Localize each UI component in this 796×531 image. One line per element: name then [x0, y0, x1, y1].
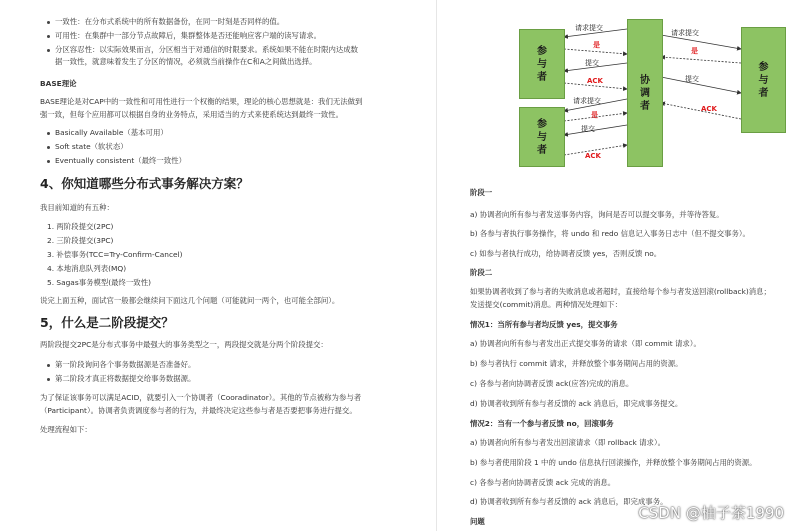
q5-para-line-1: 为了保证该事务可以满足ACID，就要引入一个协调者（Cooradinator）。其他的节点被称为参与者	[40, 393, 362, 402]
right-page	[437, 0, 796, 531]
q4-item: 4. 本地消息队列表(MQ)	[47, 264, 127, 273]
case1-item: b) 参与者执行 commit 请求，并释放整个事务期间占用的资源。	[470, 359, 683, 368]
phase1-item: a) 协调者向所有参与者发送事务内容，询问是否可以提交事务，并等待答复。	[470, 210, 724, 219]
q5-intro: 两阶段提交2PC是分布式事务中最强大的事务类型之一，两段提交就是分两个阶段提交：	[40, 340, 328, 349]
label-commit: 提交	[581, 125, 595, 133]
arrow-commit-r	[661, 77, 741, 93]
case2-item: a) 协调者向所有参与者发出回滚请求（即 rollback 请求）。	[470, 438, 666, 447]
case2-item: b) 参与者使用阶段 1 中的 undo 信息执行回滚操作，并释放整个事务期间占用的资源。	[470, 458, 757, 467]
q5-flow: 处理流程如下：	[40, 425, 92, 434]
q5-item: 第一阶段询问各个事务数据源是否准备好。	[55, 360, 196, 369]
two-phase-commit-diagram	[519, 7, 784, 167]
label-ack: ACK	[587, 77, 603, 85]
bullet-partition-cont: 据一致性，就意味着发生了分区的情况，必须就当前操作在C和A之间做出选择。	[55, 57, 317, 66]
base-para-line-1: BASE理论是对CAP中的一致性和可用性进行一个权衡的结果，理论的核心思想就是：我们无法做到	[40, 97, 363, 106]
bullet-partition: 分区容忍性：以实际效果而言，分区相当于对通信的时限要求。系统如果不能在时限内达成数	[55, 45, 359, 54]
bullet-availability: 可用性：在集群中一部分节点故障后，集群整体是否还能响应客户端的读写请求。	[55, 31, 322, 40]
base-item: Eventually consistent（最终一致性）	[55, 156, 187, 165]
label-ack: ACK	[585, 152, 601, 160]
phase1-item: b) 各参与者执行事务操作，将 undo 和 redo 信息记入事务日志中（但不提交事务）。	[470, 229, 750, 238]
label-request-commit: 请求提交	[573, 97, 601, 105]
q4-item: 5. Sagas事务模型(最终一致性)	[47, 278, 151, 287]
participant-node-left-2: 参 与 者	[519, 107, 565, 167]
participant-node-right: 参 与 者	[741, 27, 786, 133]
q4-outro: 说完上面五种，面试官一般都会继续问下面这几个问题（可能就问一两个，也可能全部问）。	[40, 296, 340, 305]
case1-item: c) 各参与者向协调者反馈 ack(应答)完成的消息。	[470, 379, 634, 388]
label-commit: 提交	[585, 59, 599, 67]
case2-item: d) 协调者收到所有参与者反馈的 ack 消息后，即完成事务。	[470, 497, 668, 506]
case2-heading: 情况2：当有一个参与者反馈 no，回滚事务	[470, 419, 614, 428]
q4-item: 1. 两阶段提交(2PC)	[47, 222, 114, 231]
case1-item: d) 协调者收到所有参与者反馈的 ack 消息后，即完成事务提交。	[470, 399, 683, 408]
phase2-para-line-1: 如果协调者收到了参与者的失败消息或者超时，直接给每个参与者发送回滚(rollback)消息；	[470, 287, 771, 296]
case2-item: c) 各参与者向协调者反馈 ack 完成的消息。	[470, 478, 616, 487]
q4-intro: 我目前知道的有五种：	[40, 203, 114, 212]
q4-item: 3. 补偿事务(TCC=Try-Confirm-Cancel)	[47, 250, 183, 259]
q4-item: 2. 三阶段提交(3PC)	[47, 236, 114, 245]
phase1-heading: 阶段一	[470, 188, 493, 197]
arrow-yes-r	[661, 57, 741, 63]
participant-node-left-1: 参 与 者	[519, 29, 565, 99]
label-request-commit: 请求提交	[575, 24, 603, 32]
phase1-item: c) 如参与者执行成功，给协调者反馈 yes，否则反馈 no。	[470, 249, 662, 258]
base-para-line-2: 强一致，但每个应用都可以根据自身的业务特点，采用适当的方式来使系统达到最终一致性。	[40, 110, 344, 119]
label-yes: 是	[593, 41, 600, 49]
label-commit: 提交	[685, 75, 699, 83]
q4-heading: 4、你知道哪些分布式事务解决方案？	[40, 176, 249, 191]
label-yes: 是	[691, 47, 698, 55]
coordinator-node: 协 调 者	[627, 19, 663, 167]
phase2-para-line-2: 发送提交(commit)消息。两种情况处理如下：	[470, 300, 622, 309]
arrow-yes-l1	[564, 49, 627, 54]
label-yes: 是	[591, 111, 598, 119]
q5-heading: 5，什么是二阶段提交？	[40, 315, 174, 330]
base-item: Basically Available（基本可用）	[55, 128, 168, 137]
base-heading: BASE理论	[40, 79, 77, 88]
watermark: CSDN @柚子茶1990	[638, 504, 784, 522]
q5-item: 第二阶段才真正将数据提交给事务数据源。	[55, 374, 196, 383]
bullet-consistency: 一致性：在分布式系统中的所有数据备份，在同一时刻是否同样的值。	[55, 17, 285, 26]
q5-para-line-2: （Participant）。协调者负责调度参与者的行为，并最终决定这些参与者是否要把事务进行提交。	[40, 406, 357, 415]
arrow-commit-l2	[564, 125, 627, 135]
problem-heading: 问题	[470, 517, 485, 526]
arrow-request-commit-r	[661, 35, 741, 49]
case1-item: a) 协调者向所有参与者发出正式提交事务的请求（即 commit 请求）。	[470, 339, 701, 348]
base-item: Soft state（软状态）	[55, 142, 128, 151]
label-ack: ACK	[701, 105, 717, 113]
phase2-heading: 阶段二	[470, 268, 493, 277]
case1-heading: 情况1：当所有参与者均反馈 yes，提交事务	[470, 320, 618, 329]
label-request-commit: 请求提交	[671, 29, 699, 37]
